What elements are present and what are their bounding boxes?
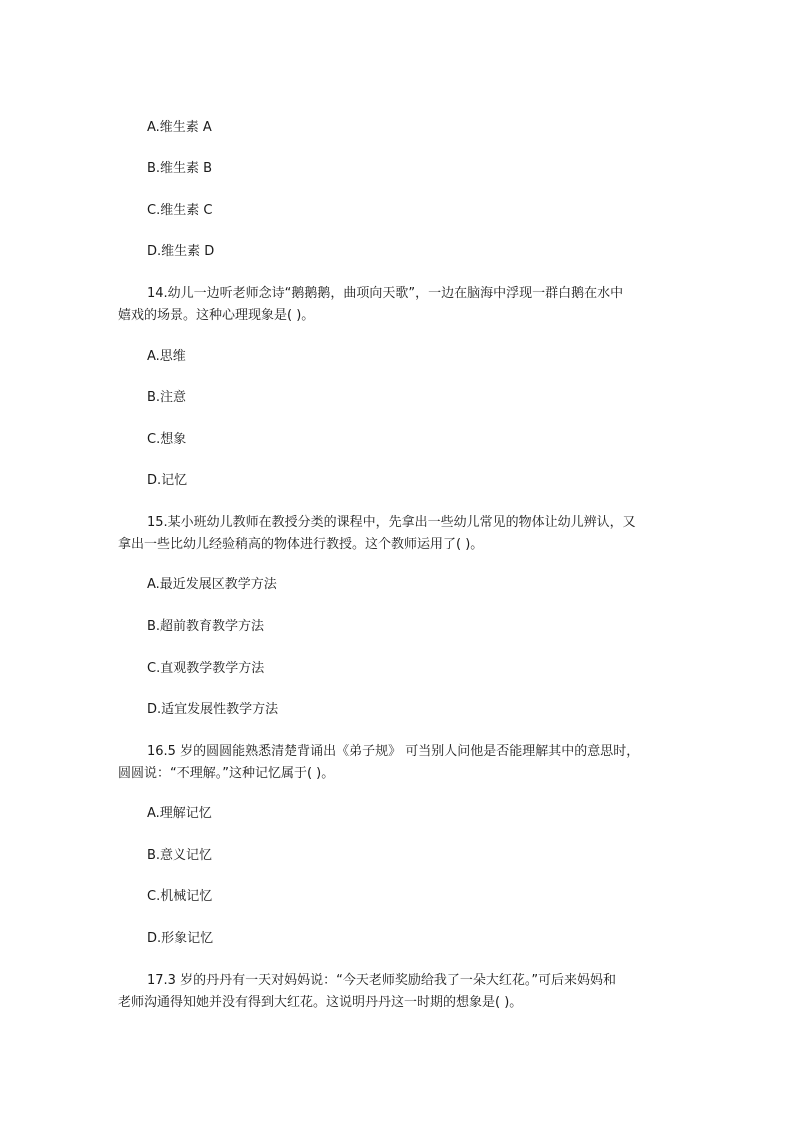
q13-option-d: D.维生素 D <box>147 244 215 259</box>
q17-stem <box>118 970 678 1014</box>
q16-stem-line-2: 圆圆说：“不理解。”这种记忆属于( )。 <box>118 766 335 781</box>
q16-option-c: C.机械记忆 <box>147 889 213 904</box>
q14-stem-line-1: 14.幼儿一边听老师念诗“鹅鹅鹅，曲项向天歌”，一边在脑海中浮现一群白鹅在水中 <box>147 286 624 301</box>
q13-option-a: A.维生素 A <box>147 120 212 135</box>
q15-stem-line-1: 15.某小班幼儿教师在教授分类的课程中，先拿出一些幼儿常见的物体让幼儿辨认，又 <box>147 515 636 530</box>
q16-stem <box>118 741 678 785</box>
q14-option-d: D.记忆 <box>147 473 188 488</box>
q13-option-b: B.维生素 B <box>147 161 213 176</box>
q15-option-b: B.超前教育教学方法 <box>147 619 265 634</box>
q16-option-d: D.形象记忆 <box>147 931 214 946</box>
q16-option-b: B.意义记忆 <box>147 848 213 863</box>
q14-option-a: A.思维 <box>147 349 186 364</box>
q14-option-c: C.想象 <box>147 432 187 447</box>
q14-stem-line-2: 嬉戏的场景。这种心理现象是( )。 <box>118 308 315 323</box>
q15-option-a: A.最近发展区教学方法 <box>147 577 277 592</box>
q15-option-d: D.适宜发展性教学方法 <box>147 702 279 717</box>
q13-option-c: C.维生素 C <box>147 203 213 218</box>
q15-stem <box>118 512 678 556</box>
q15-option-c: C.直观教学教学方法 <box>147 661 265 676</box>
q14-stem <box>118 283 678 327</box>
q17-stem-line-1: 17.3 岁的丹丹有一天对妈妈说：“今天老师奖励给我了一朵大红花。”可后来妈妈和 <box>147 973 617 988</box>
q17-stem-line-2: 老师沟通得知她并没有得到大红花。这说明丹丹这一时期的想象是( )。 <box>118 995 523 1010</box>
q16-option-a: A.理解记忆 <box>147 806 212 821</box>
q14-option-b: B.注意 <box>147 390 187 405</box>
q15-stem-line-2: 拿出一些比幼儿经验稍高的物体进行教授。这个教师运用了( )。 <box>118 537 484 552</box>
q16-stem-line-1: 16.5 岁的圆圆能熟悉清楚背诵出《弟子规》 可当别人问他是否能理解其中的意思时， <box>147 744 640 759</box>
